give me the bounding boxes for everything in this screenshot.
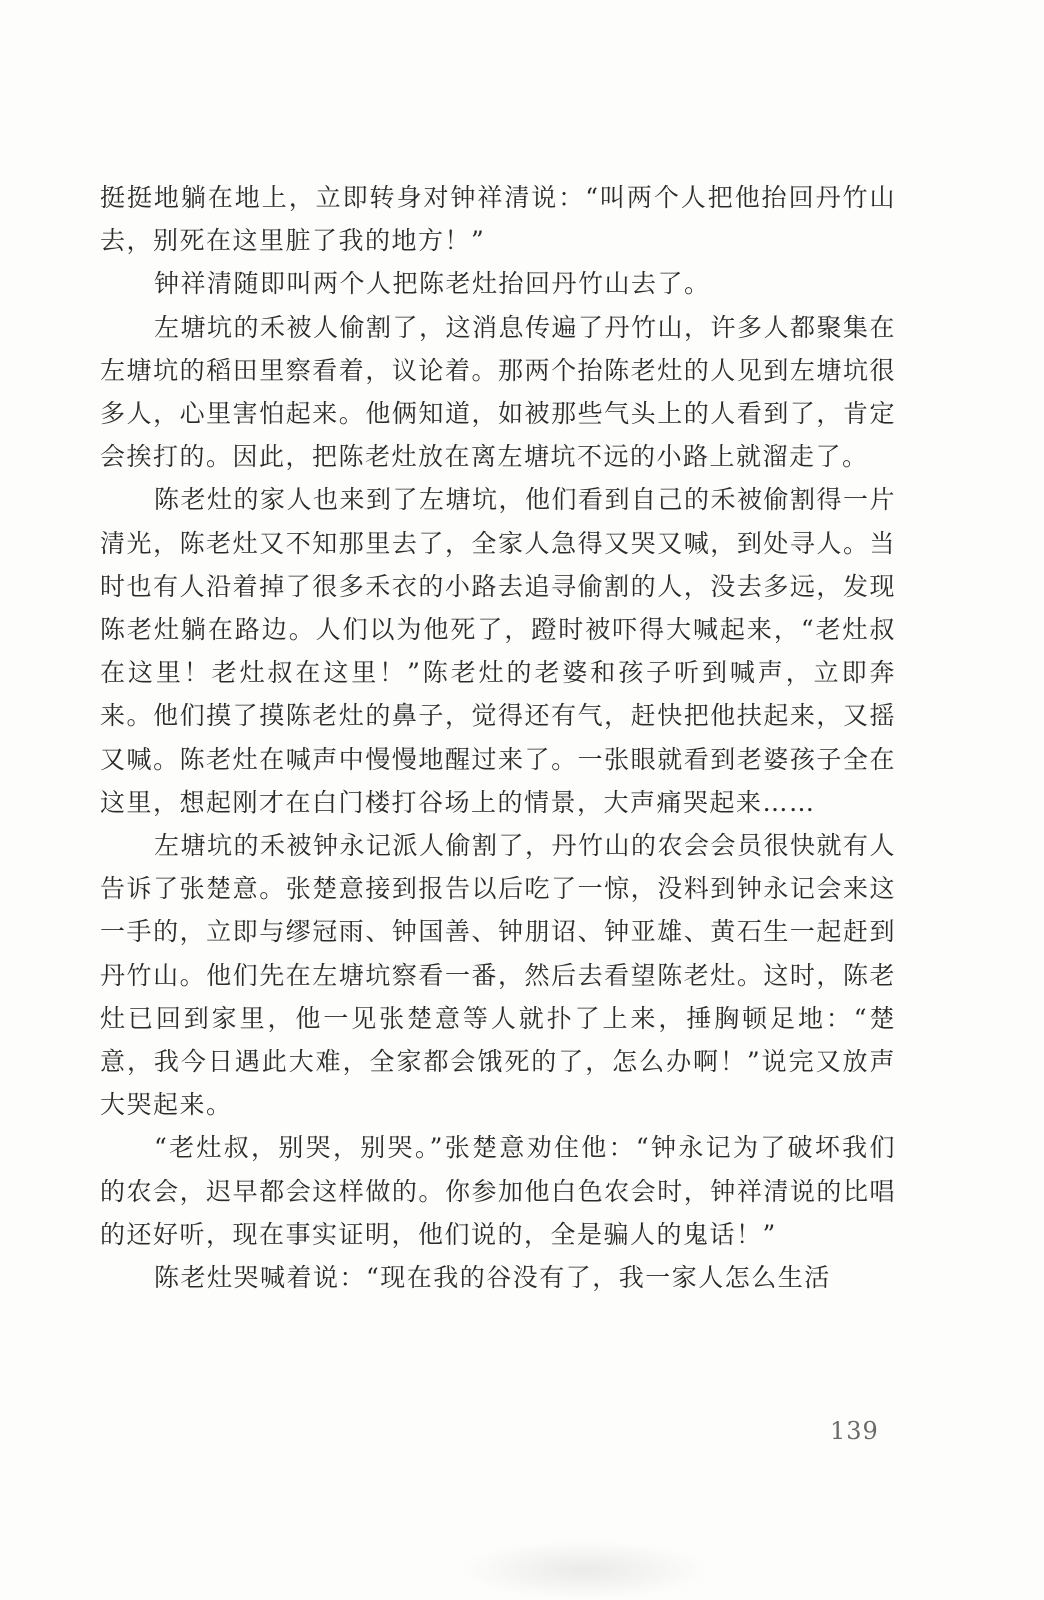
- paragraph-4: 陈老灶的家人也来到了左塘坑，他们看到自己的禾被偷割得一片清光，陈老灶又不知那里去了，全家人急得又哭又喊，到处寻人。当时也有人沿着掉了很多禾衣的小路去追寻偷割的人，没去多远，发现陈老灶躺在路边。人们以为他死了，蹬时被吓得大喊起来，“老灶叔在这里！老灶叔在这里！”陈老灶的老婆和孩子听到喊声，立即奔来。他们摸了摸陈老灶的鼻子，觉得还有气，赶快把他扶起来，又摇又喊。陈老灶在喊声中慢慢地醒过来了。一张眼就看到老婆孩子全在这里，想起刚才在白门楼打谷场上的情景，大声痛哭起来……: [100, 485, 897, 817]
- paragraph-7: 陈老灶哭喊着说：“现在我的谷没有了，我一家人怎么生活: [154, 1263, 831, 1293]
- scan-artifact: [460, 1540, 710, 1600]
- paragraph-1: 挺挺地躺在地上，立即转身对钟祥清说：“叫两个人把他抬回丹竹山去，别死在这里脏了我的地方！”: [100, 183, 896, 256]
- paragraph-2: 钟祥清随即叫两个人把陈老灶抬回丹竹山去了。: [154, 269, 711, 299]
- body-text: [100, 176, 896, 1299]
- paragraph-6: “老灶叔，别哭，别哭。”张楚意劝住他：“钟永记为了破坏我们的农会，迟早都会这样做的。你参加他白色农会时，钟祥清说的比唱的还好听，现在事实证明，他们说的，全是骗人的鬼话！”: [100, 1133, 896, 1249]
- paragraph-5: 左塘坑的禾被钟永记派人偷割了，丹竹山的农会会员很快就有人告诉了张楚意。张楚意接到报告以后吃了一惊，没料到钟永记会来这一手的，立即与缪冠雨、钟国善、钟朋诏、钟亚雄、黄石生一起赶到丹竹山。他们先在左塘坑察看一番，然后去看望陈老灶。这时，陈老灶已回到家里，他一见张楚意等人就扑了上来，捶胸顿足地：“楚意，我今日遇此大难，全家都会饿死的了，怎么办啊！”说完又放声大哭起来。: [100, 831, 897, 1120]
- page-number: 139: [830, 1417, 879, 1445]
- paragraph-3: 左塘坑的禾被人偷割了，这消息传遍了丹竹山，许多人都聚集在左塘坑的稻田里察看着，议论着。那两个抬陈老灶的人见到左塘坑很多人，心里害怕起来。他俩知道，如被那些气头上的人看到了，肯定会挨打的。因此，把陈老灶放在离左塘坑不远的小路上就溜走了。: [100, 312, 897, 472]
